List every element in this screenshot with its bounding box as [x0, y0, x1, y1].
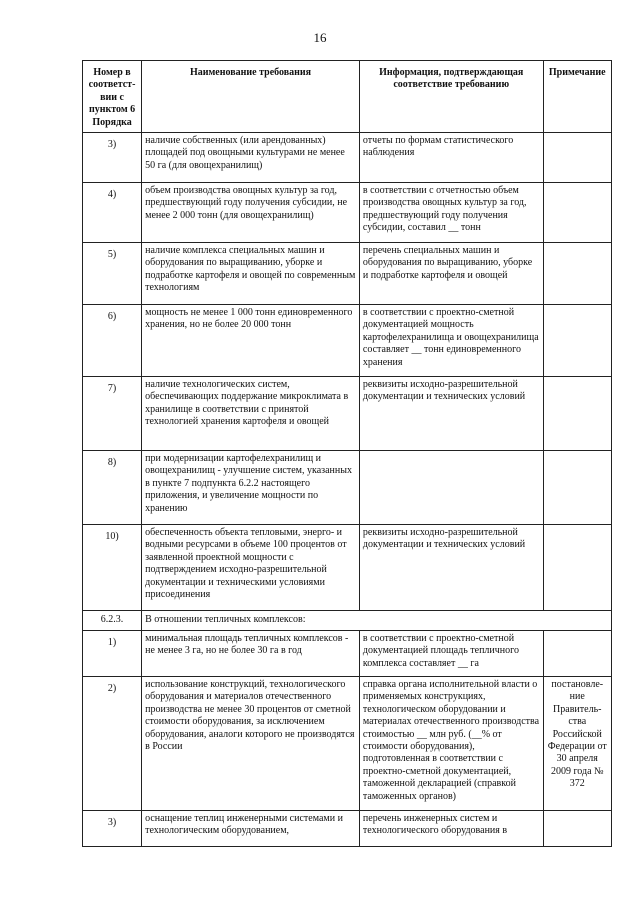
row-info — [359, 451, 543, 525]
page-number: 16 — [313, 30, 327, 45]
row-requirement: при модернизации картофелехранилищ и овощехранилищ - улучшение систем, указанных в пункте 7 подпункта 6.2.2 настоящего приложения, и увеличение мощности по хранению — [142, 451, 360, 525]
table-row — [83, 811, 612, 847]
table-row — [83, 183, 612, 243]
row-info: отчеты по формам статистического наблюдения — [359, 133, 543, 183]
row-number: 5) — [83, 243, 142, 305]
row-number: 8) — [83, 451, 142, 525]
row-requirement: наличие технологических систем, обеспечивающих поддержание микроклимата в хранилище в соответствии с принятой технологией хранения картофеля и овощей — [142, 377, 360, 451]
table-row — [83, 377, 612, 451]
row-number: 1) — [83, 631, 142, 677]
row-requirement: обеспеченность объекта тепловыми, энерго- и водными ресурсами в объеме 100 процентов от заявленной проектной мощности с подтверждением исходно-разрешительной документации и техническими условиями присоединения — [142, 525, 360, 611]
row-number: 10) — [83, 525, 142, 611]
row-note — [543, 451, 611, 525]
row-requirement: объем производства овощных культур за год, предшествующий году получения субсидии, не менее 2 000 тонн (для овощехранилищ) — [142, 183, 360, 243]
row-number: 3) — [83, 811, 142, 847]
row-requirement: оснащение теплиц инженерными системами и технологическим оборудованием, — [142, 811, 360, 847]
requirements-table — [82, 60, 612, 847]
table-row — [83, 677, 612, 811]
table-row — [83, 243, 612, 305]
row-note — [543, 305, 611, 377]
row-note — [543, 377, 611, 451]
row-note — [543, 811, 611, 847]
row-note — [543, 183, 611, 243]
row-number: 6) — [83, 305, 142, 377]
section-number: 6.2.3. — [83, 611, 142, 631]
row-info: перечень инженерных систем и технологического оборудования в — [359, 811, 543, 847]
row-note — [543, 133, 611, 183]
row-info: справка органа исполнительной власти о применяемых конструкциях, технологическом оборудовании и материалах отечественного производства стоимостью __ млн руб. (__% от стоимости оборудования), подготовленная в соответствии с проектно-сметной документацией, таможенной декларацией (справкой таможенных органов) — [359, 677, 543, 811]
row-info: реквизиты исходно-разрешительной документации и технических условий — [359, 525, 543, 611]
header-note: Примечание — [543, 61, 611, 133]
section-row — [83, 611, 612, 631]
row-info: в соответствии с отчетностью объем производства овощных культур за год, предшествующий году получения субсидии, составил __ тонн — [359, 183, 543, 243]
row-requirement: использование конструкций, технологического оборудования и материалов отечественного производства не менее 30 процентов от сметной стоимости оборудования, за исключением оборудования, аналоги которого не производятся в России — [142, 677, 360, 811]
row-info: реквизиты исходно-разрешительной документации и технических условий — [359, 377, 543, 451]
row-number: 3) — [83, 133, 142, 183]
header-requirement: Наименование требования — [142, 61, 360, 133]
row-note — [543, 525, 611, 611]
row-info: в соответствии с проектно-сметной документацией площадь тепличного комплекса составляет __ га — [359, 631, 543, 677]
row-requirement: наличие комплекса специальных машин и оборудования по выращиванию, уборке и подработке картофеля и овощей по современным технологиям — [142, 243, 360, 305]
table-row — [83, 525, 612, 611]
header-info: Информация, подтверждающая соответствие требованию — [359, 61, 543, 133]
row-note: постановле-ние Правитель-ства Российской Федерации от 30 апреля 2009 года № 372 — [543, 677, 611, 811]
row-requirement: наличие собственных (или арендованных) площадей под овощными культурами не менее 50 га (для овощехранилищ) — [142, 133, 360, 183]
row-number: 4) — [83, 183, 142, 243]
section-title: В отношении тепличных комплексов: — [142, 611, 612, 631]
table-row — [83, 305, 612, 377]
table-row — [83, 133, 612, 183]
row-number: 7) — [83, 377, 142, 451]
table-row — [83, 451, 612, 525]
row-requirement: мощность не менее 1 000 тонн единовременного хранения, но не более 20 000 тонн — [142, 305, 360, 377]
row-info: перечень специальных машин и оборудования по выращиванию, уборке и подработке картофеля и овощей — [359, 243, 543, 305]
row-number: 2) — [83, 677, 142, 811]
row-requirement: минимальная площадь тепличных комплексов - не менее 3 га, но не более 30 га в год — [142, 631, 360, 677]
table-row — [83, 631, 612, 677]
header-number: Номер в соответст-вии с пунктом 6 Порядка — [83, 61, 142, 133]
row-note — [543, 243, 611, 305]
row-info: в соответствии с проектно-сметной документацией мощность картофелехранилища и овощехранилища составляет __ тонн единовременного хранения — [359, 305, 543, 377]
table-header-row — [83, 61, 612, 133]
row-note — [543, 631, 611, 677]
